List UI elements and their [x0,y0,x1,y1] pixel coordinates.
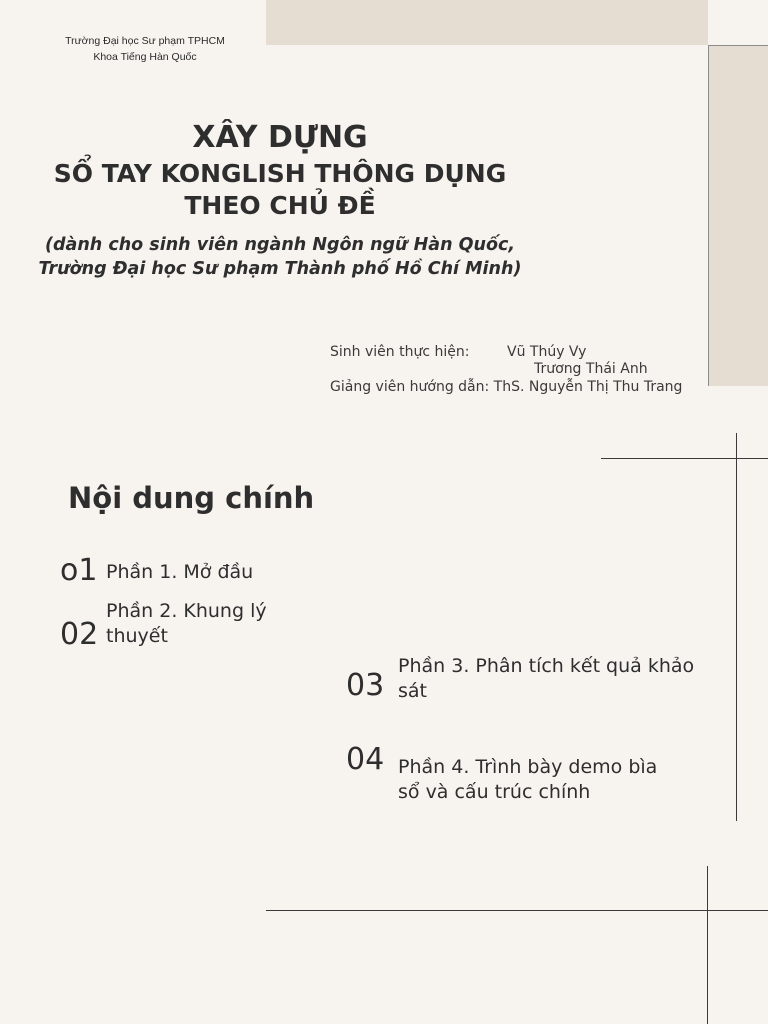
advisor-name: ThS. Nguyễn Thị Thu Trang [493,379,683,395]
decorative-horizontal-line [601,458,768,459]
decorative-vertical-line [736,433,737,821]
school-header [30,33,260,65]
decorative-right-panel-left-border [708,45,709,386]
decorative-bottom-vertical-line [707,866,708,1024]
advisor-line [330,378,682,396]
title-line-3: THEO CHỦ ĐỀ [184,191,376,220]
decorative-bottom-horizontal-line [266,910,768,911]
decorative-right-panel [708,45,768,386]
contents-heading: Nội dung chính [68,481,315,515]
title-main: XÂY DỰNG [192,120,368,155]
student-name-1: Vũ Thúy Vy [507,344,587,360]
decorative-top-bar [266,0,708,45]
advisor-label: Giảng viên hướng dẫn: [330,379,490,395]
document-title [0,118,560,222]
decorative-right-panel-top-border [708,45,768,46]
subtitle-line-1: (dành cho sinh viên ngành Ngôn ngữ Hàn Quốc, [44,235,515,255]
item-number-4: 04 [346,742,385,777]
item-label-3: Phần 3. Phân tích kết quả khảo sát [398,655,695,702]
item-label-1: Phần 1. Mở đầu [106,561,254,583]
title-line-2: SỔ TAY KONGLISH THÔNG DỤNG [53,159,507,188]
faculty-name: Khoa Tiếng Hàn Quốc [93,51,197,63]
document-subtitle [0,233,560,281]
students-label: Sinh viên thực hiện: [330,344,470,360]
item-number-2: 02 [60,617,99,652]
item-number-3: 03 [346,668,385,703]
item-number-1: o1 [60,553,98,588]
student-name-2: Trương Thái Anh [534,361,648,377]
school-name: Trường Đại học Sư phạm TPHCM [65,35,225,47]
subtitle-line-2: Trường Đại học Sư phạm Thành phố Hồ Chí Minh) [38,259,522,279]
item-label-2: Phần 2. Khung lý thuyết [106,600,267,647]
item-label-4: Phần 4. Trình bày demo bìa sổ và cấu trúc chính [398,756,658,803]
